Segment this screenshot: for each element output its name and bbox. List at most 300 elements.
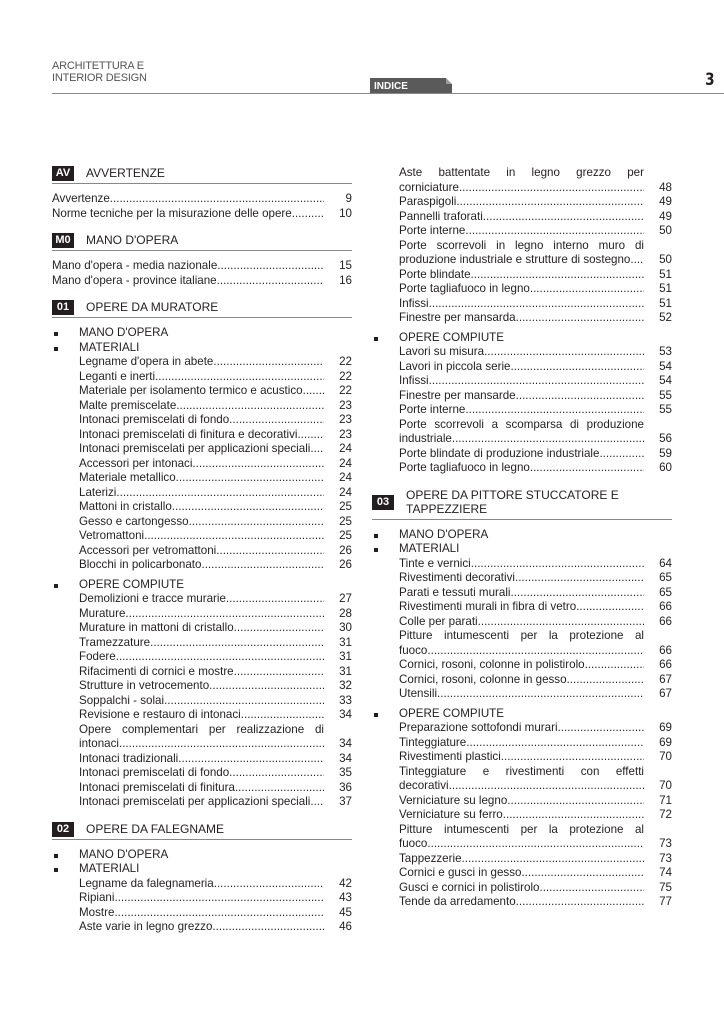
section-title: OPERE DA FALEGNAME: [86, 821, 225, 836]
index-entry[interactable]: [372, 389, 672, 404]
entry-page-number: 46: [339, 920, 352, 933]
entry-page-number: 67: [659, 687, 672, 700]
index-entry[interactable]: [52, 471, 352, 486]
entry-row: [79, 621, 352, 636]
entry-row: [79, 877, 352, 892]
entry-title: Demolizioni e tracce murarie: [79, 592, 226, 605]
section-tab-indice: INDICE: [370, 78, 452, 93]
index-entry[interactable]: [372, 297, 672, 312]
entry-row: [79, 679, 352, 694]
entry-title: Preparazione sottofondi murari: [399, 721, 558, 734]
entry-page-number: 9: [345, 192, 352, 205]
header-divider: [52, 93, 724, 94]
index-entry[interactable]: [372, 721, 672, 736]
dot-leader: [427, 837, 644, 852]
entry-title: Tappezzerie: [399, 851, 462, 865]
entry-row: [399, 881, 672, 896]
entry-page-number: 22: [339, 369, 352, 383]
entry-page-number: 34: [339, 708, 352, 721]
dot-leader: [209, 679, 324, 694]
subsection-heading: MANO D'OPERA: [52, 326, 352, 341]
dot-leader: [429, 297, 644, 312]
section-header: [52, 300, 352, 318]
entry-title: fuoco: [399, 837, 428, 850]
dot-leader: [599, 447, 644, 462]
entry-page-number: 16: [339, 273, 352, 287]
section-title: MANO D'OPERA: [86, 233, 179, 248]
entry-page-number: 51: [659, 296, 672, 310]
dot-leader: [303, 384, 324, 399]
entry-page-number: 36: [339, 780, 352, 794]
entry-page-number: 66: [659, 614, 672, 628]
entry-row: [79, 442, 352, 457]
dot-leader: [116, 486, 324, 501]
section-title: AVVERTENZE: [86, 166, 165, 181]
entry-page-number: 54: [659, 359, 672, 373]
entry-title: Aste varie in legno grezzo: [79, 920, 213, 933]
entry-page-number: 24: [339, 471, 352, 484]
index-entry[interactable]: [372, 881, 672, 896]
index-entry[interactable]: [372, 195, 672, 210]
index-entry[interactable]: [372, 629, 672, 658]
dot-leader: [471, 268, 644, 283]
index-entry[interactable]: [52, 544, 352, 559]
index-entry[interactable]: [52, 679, 352, 694]
section-badge: AV: [52, 166, 74, 181]
dot-leader: [634, 253, 644, 268]
entry-title: Porte tagliafuoco in legno: [399, 461, 530, 474]
entry-row: [399, 345, 672, 360]
index-entry[interactable]: [52, 457, 352, 472]
index-entry[interactable]: [52, 384, 352, 399]
entry-page-number: 64: [659, 556, 672, 570]
index-entry[interactable]: [372, 736, 672, 751]
index-entry[interactable]: [52, 558, 352, 573]
entry-page-number: 65: [659, 585, 672, 599]
entry-page-number: 23: [339, 427, 352, 441]
index-entry[interactable]: [372, 557, 672, 572]
entry-title: Infissi: [399, 296, 429, 310]
entry-page-number: 66: [659, 643, 672, 657]
index-entry[interactable]: [372, 268, 672, 283]
dot-leader: [229, 766, 324, 781]
index-entry[interactable]: [372, 750, 672, 765]
index-entry[interactable]: [52, 370, 352, 385]
entry-row: [79, 752, 352, 767]
index-entry[interactable]: [372, 282, 672, 297]
entry-row: [79, 737, 352, 752]
subsection-heading: MANO D'OPERA: [52, 848, 352, 863]
entry-title: Colle per parati: [399, 614, 478, 628]
index-entry[interactable]: [372, 403, 672, 418]
entry-row: [79, 592, 352, 607]
dot-leader: [516, 311, 644, 326]
entry-page-number: 23: [339, 413, 352, 426]
entry-page-number: 65: [659, 571, 672, 584]
index-entry[interactable]: [372, 461, 672, 476]
entry-title: Intonaci tradizionali: [79, 751, 179, 765]
entry-page-number: 30: [339, 621, 352, 634]
entry-page-number: 49: [659, 195, 672, 208]
entry-page-number: 70: [659, 779, 672, 792]
dot-leader: [483, 210, 644, 225]
entry-row: [79, 413, 352, 428]
entry-page-number: 42: [339, 876, 352, 890]
entry-title: Malte premiscelate: [79, 398, 177, 412]
entry-row: [52, 259, 352, 274]
dot-leader: [429, 374, 644, 389]
entry-title: Utensili: [399, 687, 438, 700]
entry-title-line: Aste battentate in legno grezzo per: [399, 166, 644, 179]
index-entry[interactable]: [52, 399, 352, 414]
entry-row: [399, 311, 672, 326]
index-entry[interactable]: [52, 515, 352, 530]
dot-leader: [576, 600, 644, 615]
entry-row: [399, 837, 672, 852]
index-entry[interactable]: [52, 500, 352, 515]
index-entry[interactable]: [372, 866, 672, 881]
dot-leader: [234, 665, 324, 680]
index-entry[interactable]: [52, 665, 352, 680]
index-entry[interactable]: [52, 891, 352, 906]
index-entry[interactable]: [52, 259, 352, 274]
entry-title: Legname da falegnameria: [79, 876, 214, 890]
dot-leader: [189, 515, 324, 530]
index-entry[interactable]: [372, 447, 672, 462]
dot-leader: [214, 877, 324, 892]
publication-brand: [52, 60, 147, 84]
entry-row: [399, 374, 672, 389]
entry-row: [79, 544, 352, 559]
entry-row: [79, 708, 352, 723]
subsection-heading: MATERIALI: [52, 341, 352, 356]
entry-page-number: 50: [659, 224, 672, 237]
entry-row: [399, 253, 672, 268]
dot-leader: [176, 471, 324, 486]
entry-title: Finestre per mansarda: [399, 311, 516, 324]
entry-row: [399, 615, 672, 630]
entry-page-number: 48: [659, 180, 672, 194]
dot-leader: [558, 721, 644, 736]
entry-row: [399, 852, 672, 867]
entry-row: [399, 794, 672, 809]
index-entry[interactable]: [372, 673, 672, 688]
subsection-heading: OPERE COMPIUTE: [372, 331, 672, 346]
entry-row: [399, 866, 672, 881]
entry-page-number: 15: [339, 259, 352, 272]
dot-leader: [172, 500, 324, 515]
dot-leader: [478, 615, 644, 630]
entry-title: Verniciature su legno: [399, 793, 508, 807]
entry-row: [399, 808, 672, 823]
dot-leader: [530, 282, 644, 297]
index-entry[interactable]: [372, 600, 672, 615]
entry-page-number: 25: [339, 529, 352, 542]
entry-row: [79, 665, 352, 680]
entry-title: Parati e tessuti murali: [399, 585, 511, 599]
dot-leader: [229, 413, 324, 428]
index-entry[interactable]: [52, 795, 352, 810]
entry-title: Rivestimenti decorativi: [399, 571, 515, 584]
entry-title: Cornici e gusci in gesso: [399, 866, 522, 879]
dot-leader: [217, 274, 324, 289]
entry-row: [79, 500, 352, 515]
entry-title: Soppalchi - solai: [79, 693, 165, 707]
entry-page-number: 49: [659, 209, 672, 223]
dot-leader: [216, 544, 324, 559]
dot-leader: [178, 752, 324, 767]
entry-page-number: 69: [659, 721, 672, 734]
dot-leader: [516, 895, 644, 910]
dot-leader: [501, 750, 644, 765]
index-entry[interactable]: [52, 621, 352, 636]
entry-title: Mano d'opera - media nazionale: [52, 259, 218, 272]
entry-row: [399, 297, 672, 312]
dot-leader: [452, 432, 644, 447]
page-number: 3: [705, 70, 715, 90]
entry-page-number: 45: [339, 905, 352, 919]
index-entry[interactable]: [52, 781, 352, 796]
dot-leader: [213, 355, 324, 370]
dot-leader: [234, 621, 324, 636]
index-entry[interactable]: [52, 355, 352, 370]
entry-title: Intonaci premiscelati per applicazioni speciali.: [79, 442, 314, 455]
entry-title: Ripiani: [79, 891, 115, 904]
entry-title: Tramezzature: [79, 635, 151, 649]
index-entry[interactable]: [52, 442, 352, 457]
brand-line-2: INTERIOR DESIGN: [52, 72, 147, 84]
entry-page-number: 24: [339, 442, 352, 455]
entry-title: Tinte e vernici: [399, 556, 471, 570]
entry-title: Tinteggiature: [399, 735, 467, 749]
entry-page-number: 22: [339, 355, 352, 368]
index-entry[interactable]: [372, 687, 672, 702]
index-entry[interactable]: [52, 274, 352, 289]
index-entry[interactable]: [372, 895, 672, 910]
entry-page-number: 67: [659, 672, 672, 686]
entry-row: [79, 650, 352, 665]
entry-row: [399, 447, 672, 462]
entry-title: Cornici, rosoni, colonne in gesso: [399, 672, 567, 686]
index-entry[interactable]: [52, 529, 352, 544]
entry-title: Cornici, rosoni, colonne in polistirolo: [399, 658, 585, 671]
dot-leader: [176, 399, 324, 414]
dot-leader: [114, 906, 324, 921]
index-entry[interactable]: [52, 413, 352, 428]
index-entry[interactable]: [52, 636, 352, 651]
entry-title: Gesso e cartongesso: [79, 514, 189, 528]
entry-page-number: 31: [339, 635, 352, 649]
dot-leader: [192, 457, 324, 472]
index-entry[interactable]: [52, 207, 352, 222]
dot-leader: [314, 795, 324, 810]
subsection-heading: OPERE COMPIUTE: [52, 578, 352, 593]
index-section: [52, 166, 352, 221]
entry-title: Accessori per intonaci: [79, 456, 193, 470]
entry-row: [79, 457, 352, 472]
index-entry[interactable]: [372, 239, 672, 268]
index-entry[interactable]: [372, 615, 672, 630]
section-header: [372, 488, 672, 520]
entry-page-number: 43: [339, 891, 352, 904]
entry-page-number: 28: [339, 606, 352, 620]
entry-page-number: 71: [659, 793, 672, 807]
entry-title: Rifacimenti di cornici e mostre: [79, 664, 234, 678]
entry-title: Avvertenze: [52, 192, 110, 205]
section-badge: 02: [52, 822, 74, 837]
entry-row: [52, 192, 352, 207]
entry-title: Intonaci premiscelati di fondo: [79, 766, 230, 779]
entry-page-number: 60: [659, 461, 672, 474]
dot-leader: [212, 920, 324, 935]
entry-page-number: 54: [659, 374, 672, 387]
entry-row: [79, 920, 352, 935]
index-column-left: [52, 166, 352, 935]
index-entry[interactable]: [52, 607, 352, 622]
dot-leader: [465, 224, 644, 239]
subsection-heading: MATERIALI: [372, 542, 672, 557]
entry-title-line: Porte scorrevoli a scomparsa di produzione: [399, 417, 644, 431]
index-entry[interactable]: [372, 224, 672, 239]
entry-title: industriale: [399, 432, 452, 445]
subsection-heading: MATERIALI: [52, 862, 352, 877]
dot-leader: [449, 779, 644, 794]
index-entry[interactable]: [372, 210, 672, 225]
dot-leader: [567, 673, 644, 688]
entry-page-number: 25: [339, 514, 352, 528]
entry-title: corniciature: [399, 180, 459, 194]
index-entry[interactable]: [52, 592, 352, 607]
index-entry[interactable]: [52, 650, 352, 665]
entry-page-number: 35: [339, 766, 352, 779]
entry-page-number: 37: [339, 795, 352, 808]
index-entry[interactable]: [52, 906, 352, 921]
subsection-heading: OPERE COMPIUTE: [372, 707, 672, 722]
entry-title: Finestre per mansarde: [399, 388, 516, 402]
entry-title: Porte interne: [399, 224, 466, 237]
section-header: [52, 233, 352, 251]
entry-page-number: 33: [339, 693, 352, 707]
dot-leader: [114, 891, 324, 906]
entry-title: Blocchi in policarbonato: [79, 558, 202, 571]
index-entry[interactable]: [372, 166, 672, 195]
section-header: [52, 822, 352, 840]
dot-leader: [297, 428, 324, 443]
index-entry[interactable]: [372, 586, 672, 601]
dot-leader: [462, 852, 644, 867]
entry-row: [52, 274, 352, 289]
dot-leader: [110, 192, 324, 207]
entry-title: Revisione e restauro di intonaci: [79, 708, 241, 721]
dot-leader: [292, 207, 324, 222]
index-entry[interactable]: [372, 852, 672, 867]
entry-row: [79, 607, 352, 622]
index-entry[interactable]: [372, 794, 672, 809]
entry-title: Mattoni in cristallo: [79, 500, 172, 513]
index-entry[interactable]: [52, 752, 352, 767]
entry-title: Materiale per isolamento termico e acustico: [79, 384, 303, 397]
entry-row: [399, 600, 672, 615]
index-entry[interactable]: [52, 723, 352, 752]
entry-row: [399, 687, 672, 702]
entry-row: [399, 210, 672, 225]
index-entry[interactable]: [52, 766, 352, 781]
entry-row: [399, 571, 672, 586]
entry-page-number: 51: [659, 282, 672, 295]
section-badge: 01: [52, 300, 74, 315]
entry-row: [79, 636, 352, 651]
entry-row: [79, 384, 352, 399]
dot-leader: [459, 181, 644, 196]
dot-leader: [456, 195, 644, 210]
index-section: [372, 488, 672, 910]
index-entry[interactable]: [372, 311, 672, 326]
entry-page-number: 34: [339, 751, 352, 765]
entry-page-number: 55: [659, 403, 672, 416]
index-entry[interactable]: [52, 877, 352, 892]
entry-row: [399, 750, 672, 765]
entry-row: [79, 486, 352, 501]
dot-leader: [226, 592, 324, 607]
entry-title: Porte interne: [399, 403, 466, 416]
index-entry[interactable]: [52, 694, 352, 709]
entry-page-number: 25: [339, 500, 352, 513]
entry-title: intonaci: [79, 737, 119, 750]
entry-page-number: 74: [659, 866, 672, 879]
index-entry[interactable]: [372, 374, 672, 389]
index-entry[interactable]: [372, 571, 672, 586]
index-entry[interactable]: [372, 658, 672, 673]
entry-page-number: 51: [659, 267, 672, 281]
index-entry[interactable]: [52, 192, 352, 207]
index-section: [52, 300, 352, 810]
dot-leader: [465, 403, 644, 418]
index-entry[interactable]: [372, 345, 672, 360]
index-entry[interactable]: [52, 708, 352, 723]
entry-title: Laterizi: [79, 485, 117, 499]
dot-leader: [150, 636, 324, 651]
entry-title-line: Tinteggiature e rivestimenti con effetti: [399, 764, 644, 778]
dot-leader: [125, 607, 324, 622]
entry-title: Intonaci premiscelati di finitura: [79, 780, 235, 794]
entry-row: [399, 360, 672, 375]
index-entry[interactable]: [52, 428, 352, 443]
index-section: [52, 233, 352, 288]
dot-leader: [201, 558, 324, 573]
index-entry[interactable]: [372, 765, 672, 794]
entry-page-number: 56: [659, 432, 672, 445]
index-entry[interactable]: [372, 360, 672, 375]
dot-leader: [466, 736, 644, 751]
entry-title-line: Opere complementari per realizzazione di: [79, 722, 324, 736]
entry-row: [399, 268, 672, 283]
index-column-right: [372, 166, 672, 910]
entry-title: Mano d'opera - province italiane: [52, 273, 217, 287]
index-entry[interactable]: [372, 418, 672, 447]
index-entry[interactable]: [52, 920, 352, 935]
entry-page-number: 75: [659, 880, 672, 894]
entry-title: Accessori per vetromattoni: [79, 543, 217, 557]
entry-row: [79, 471, 352, 486]
brand-line-1: ARCHITETTURA E: [52, 60, 144, 72]
index-entry[interactable]: [372, 808, 672, 823]
dot-leader: [144, 529, 324, 544]
entry-page-number: 52: [659, 311, 672, 324]
entry-page-number: 77: [659, 895, 672, 908]
dot-leader: [217, 259, 324, 274]
index-entry[interactable]: [52, 486, 352, 501]
index-entry[interactable]: [372, 823, 672, 852]
